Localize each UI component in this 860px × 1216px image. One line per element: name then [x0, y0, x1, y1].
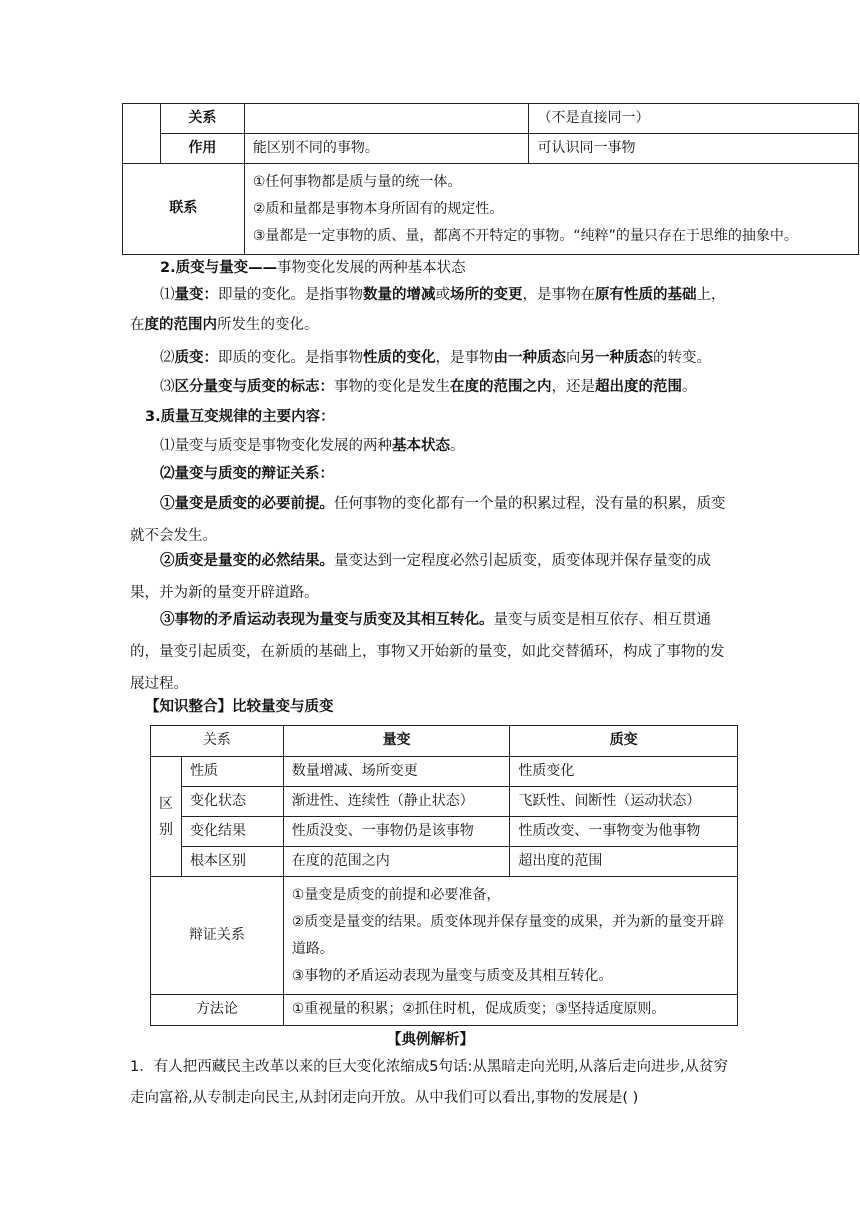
link-line-2: ②质和量都是事物本身所固有的规定性。 [252, 200, 504, 217]
row-qualitative: 性质变化 [510, 757, 738, 787]
header-quantitative: 量变 [283, 726, 510, 757]
role-label: 作用 [160, 134, 244, 164]
method-text: ①重视量的积累；②抓住时机，促成质变；③坚持适度原则。 [283, 995, 737, 1026]
section-2-heading: 2.质变与量变——事物变化发展的两种基本状态 [160, 260, 466, 276]
row-qualitative: 飞跃性、间断性（运动状态） [510, 787, 738, 817]
paragraph-result: ②质变是量变的必然结果。量变达到一定程度必然引起质变，质变体现并保存量变的成果，并为新的量变开辟道路。 [130, 552, 711, 601]
paragraph-basic-states: ⑴量变与质变是事物变化发展的两种基本状态。 [160, 438, 465, 454]
example-heading: 【典例解析】 [387, 1032, 474, 1048]
dialectic-line-1: ①量变是质变的前提和必要准备， [291, 886, 501, 903]
rel-right: （不是直接同一） [529, 104, 859, 134]
integration-heading: 【知识整合】比较量变与质变 [145, 699, 334, 715]
row-label: 变化结果 [181, 817, 283, 847]
row-qualitative: 超出度的范围 [510, 847, 738, 877]
paragraph-quantitative-change: ⑴量变：即量的变化。是指事物数量的增减或场所的变更，是事物在原有性质的基础上，在度的范围内所发生的变化。 [130, 287, 726, 333]
rel-left [244, 104, 529, 134]
link-line-1: ①任何事物都是质与量的统一体。 [252, 173, 462, 190]
paragraph-qualitative-change: ⑵质变：即质的变化。是指事物性质的变化，是事物由一种质态向另一种质态的转变。 [160, 350, 711, 366]
row-quantitative: 数量增减、场所变更 [283, 757, 510, 787]
role-right: 可认识同一事物 [529, 134, 859, 164]
link-content [244, 164, 858, 255]
group-label-difference: 区别 [151, 757, 182, 877]
method-label: 方法论 [151, 995, 284, 1026]
header-qualitative: 质变 [510, 726, 738, 757]
link-line-3: ③量都是一定事物的质、量，都离不开特定的事物。“纯粹”的量只存在于思维的抽象中。 [252, 227, 798, 244]
dialectic-content [283, 877, 737, 995]
question-1: 1．有人把西藏民主改革以来的巨大变化浓缩成5句话:从黑暗走向光明,从落后走向进步,从贫穷走向富裕,从专制走向民主,从封闭走向开放。从中我们可以看出,事物的发展是( ) [130, 1059, 729, 1106]
rel-label: 关系 [160, 104, 244, 134]
row-label: 性质 [181, 757, 283, 787]
role-left: 能区别不同的事物。 [244, 134, 529, 164]
dialectic-label: 辩证关系 [151, 877, 284, 995]
paragraph-premise: ①量变是质变的必要前提。任何事物的变化都有一个量的积累过程，没有量的积累，质变就不会发生。 [130, 495, 726, 544]
section-3-heading: 3.质量互变规律的主要内容： [145, 409, 335, 425]
row-quantitative: 在度的范围之内 [283, 847, 510, 877]
dialectic-heading: ⑵量变与质变的辩证关系： [160, 466, 334, 482]
paragraph-contradiction: ③事物的矛盾运动表现为量变与质变及其相互转化。量变与质变是相互依存、相互贯通的，量变引起质变，在新质的基础上，事物又开始新的量变，如此交替循环，构成了事物的发展过程。 [130, 611, 725, 692]
link-label: 联系 [123, 164, 245, 255]
header-relation: 关系 [151, 726, 284, 757]
dialectic-line-2: ②质变是量变的结果。质变体现并保存量变的成果，并为新的量变开辟道路。 [291, 913, 725, 957]
row-quantitative: 性质没变、一事物仍是该事物 [283, 817, 510, 847]
paragraph-distinction-sign: ⑶区分量变与质变的标志：事物的变化是发生在度的范围之内，还是超出度的范围。 [160, 379, 697, 395]
quality-quantity-table [122, 103, 859, 255]
row-label: 变化状态 [181, 787, 283, 817]
row-qualitative: 性质改变、一事物变为他事物 [510, 817, 738, 847]
row-quantitative: 渐进性、连续性（静止状态） [283, 787, 510, 817]
dialectic-line-3: ③事物的矛盾运动表现为量变与质变及其相互转化。 [291, 967, 613, 984]
empty-cell [123, 104, 161, 164]
row-label: 根本区别 [181, 847, 283, 877]
comparison-table [150, 725, 738, 1026]
